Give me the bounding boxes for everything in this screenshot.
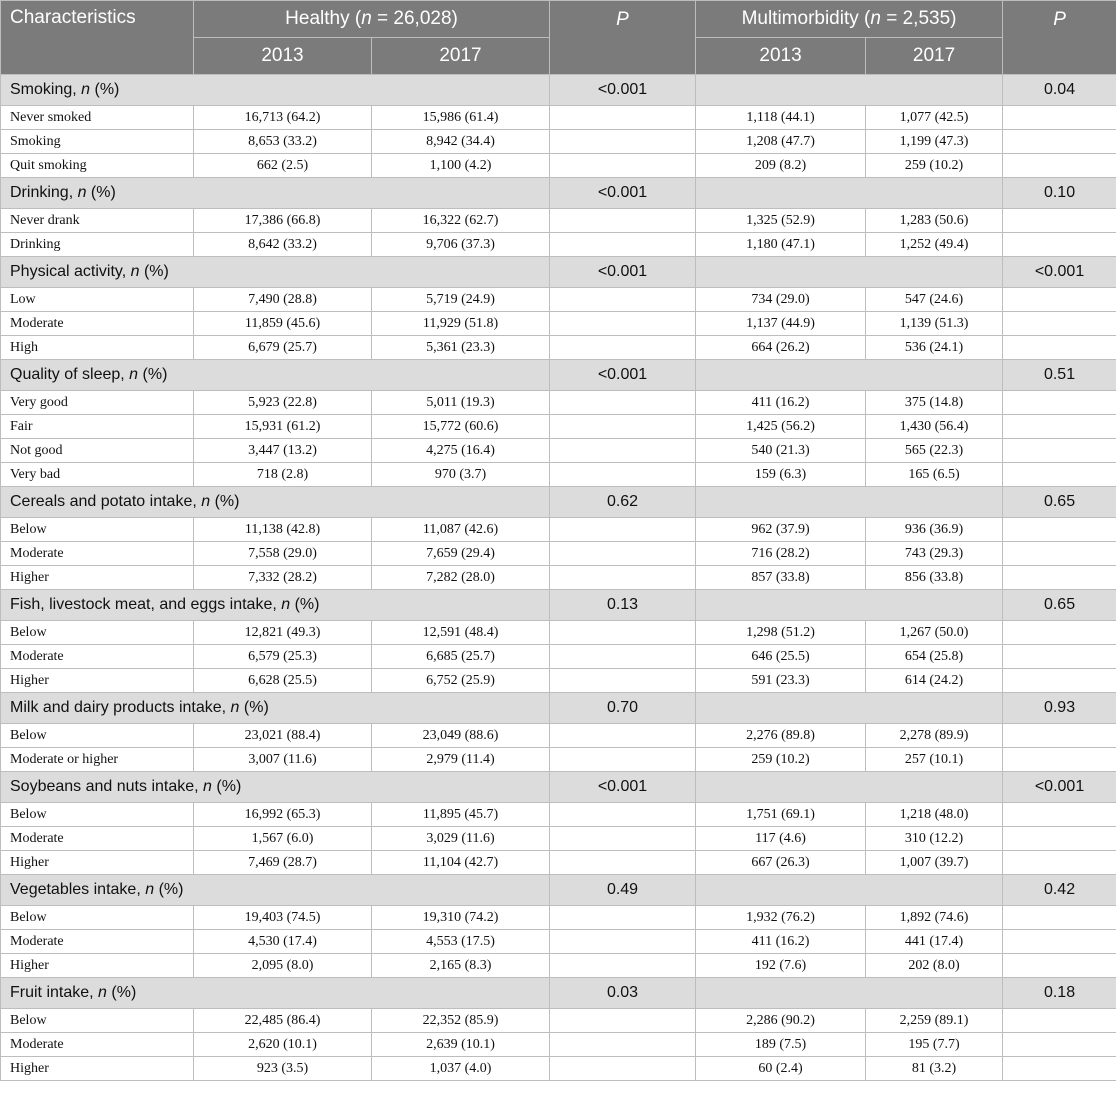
multi-2017-cell: 257 (10.1)	[866, 748, 1003, 772]
multi-2017-cell: 1,007 (39.7)	[866, 851, 1003, 875]
p-multi-cell	[1003, 621, 1116, 645]
row-label: Not good	[1, 439, 194, 463]
multi-2013-cell: 2,276 (89.8)	[696, 724, 866, 748]
group-spacer	[696, 590, 1003, 621]
healthy-2017-cell: 11,087 (42.6)	[372, 518, 550, 542]
p-healthy-cell	[550, 542, 696, 566]
p-multi-cell	[1003, 566, 1116, 590]
row-label: Below	[1, 518, 194, 542]
p-multi-cell	[1003, 518, 1116, 542]
p-healthy-cell	[550, 154, 696, 178]
multi-2013-cell: 411 (16.2)	[696, 391, 866, 415]
healthy-2013-cell: 7,332 (28.2)	[194, 566, 372, 590]
group-header-row	[1, 75, 1116, 106]
healthy-2017-cell: 970 (3.7)	[372, 463, 550, 487]
group-header-row	[1, 257, 1116, 288]
healthy-2017-cell: 11,929 (51.8)	[372, 312, 550, 336]
group-header-row	[1, 178, 1116, 209]
row-label: Moderate or higher	[1, 748, 194, 772]
table-row	[1, 463, 1116, 487]
p-value-multimorbidity: 0.65	[1003, 590, 1116, 621]
healthy-2017-cell: 22,352 (85.9)	[372, 1009, 550, 1033]
header-multi-2017: 2017	[866, 38, 1003, 75]
table-row	[1, 336, 1116, 360]
healthy-2017-cell: 4,553 (17.5)	[372, 930, 550, 954]
group-label: Smoking, n (%)	[1, 75, 550, 106]
group-header-row	[1, 772, 1116, 803]
multi-2017-cell: 81 (3.2)	[866, 1057, 1003, 1081]
p-value-multimorbidity: 0.10	[1003, 178, 1116, 209]
multi-2013-cell: 192 (7.6)	[696, 954, 866, 978]
multi-2013-cell: 716 (28.2)	[696, 542, 866, 566]
table-row	[1, 1033, 1116, 1057]
row-label: Never smoked	[1, 106, 194, 130]
healthy-2017-cell: 5,011 (19.3)	[372, 391, 550, 415]
p-multi-cell	[1003, 415, 1116, 439]
p-healthy-cell	[550, 1009, 696, 1033]
p-healthy-cell	[550, 312, 696, 336]
group-spacer	[696, 75, 1003, 106]
p-healthy-cell	[550, 463, 696, 487]
healthy-2013-cell: 718 (2.8)	[194, 463, 372, 487]
group-header-row	[1, 590, 1116, 621]
multi-2017-cell: 936 (36.9)	[866, 518, 1003, 542]
healthy-2013-cell: 16,992 (65.3)	[194, 803, 372, 827]
table-row	[1, 130, 1116, 154]
p-multi-cell	[1003, 336, 1116, 360]
p-multi-cell	[1003, 645, 1116, 669]
table-row	[1, 542, 1116, 566]
table-row	[1, 415, 1116, 439]
group-label: Fish, livestock meat, and eggs intake, n (%)	[1, 590, 550, 621]
p-multi-cell	[1003, 906, 1116, 930]
row-label: Moderate	[1, 1033, 194, 1057]
header-multi-2013: 2013	[696, 38, 866, 75]
header-healthy-2013: 2013	[194, 38, 372, 75]
healthy-2013-cell: 15,931 (61.2)	[194, 415, 372, 439]
p-healthy-cell	[550, 288, 696, 312]
healthy-2013-cell: 1,567 (6.0)	[194, 827, 372, 851]
multi-2017-cell: 614 (24.2)	[866, 669, 1003, 693]
table-row	[1, 288, 1116, 312]
multi-2013-cell: 1,137 (44.9)	[696, 312, 866, 336]
healthy-2013-cell: 7,490 (28.8)	[194, 288, 372, 312]
healthy-2013-cell: 4,530 (17.4)	[194, 930, 372, 954]
healthy-2017-cell: 15,986 (61.4)	[372, 106, 550, 130]
p-multi-cell	[1003, 106, 1116, 130]
p-value-multimorbidity: 0.42	[1003, 875, 1116, 906]
multi-2013-cell: 667 (26.3)	[696, 851, 866, 875]
healthy-2013-cell: 7,558 (29.0)	[194, 542, 372, 566]
healthy-2013-cell: 2,095 (8.0)	[194, 954, 372, 978]
healthy-2013-cell: 22,485 (86.4)	[194, 1009, 372, 1033]
p-multi-cell	[1003, 288, 1116, 312]
row-label: Drinking	[1, 233, 194, 257]
multi-2013-cell: 1,298 (51.2)	[696, 621, 866, 645]
p-value-multimorbidity: 0.65	[1003, 487, 1116, 518]
multi-2013-cell: 734 (29.0)	[696, 288, 866, 312]
healthy-2017-cell: 2,979 (11.4)	[372, 748, 550, 772]
row-label: Fair	[1, 415, 194, 439]
p-value-multimorbidity: <0.001	[1003, 772, 1116, 803]
healthy-2013-cell: 16,713 (64.2)	[194, 106, 372, 130]
healthy-2017-cell: 15,772 (60.6)	[372, 415, 550, 439]
p-value-multimorbidity: 0.51	[1003, 360, 1116, 391]
healthy-2013-cell: 17,386 (66.8)	[194, 209, 372, 233]
multi-2017-cell: 547 (24.6)	[866, 288, 1003, 312]
p-healthy-cell	[550, 851, 696, 875]
multi-2013-cell: 857 (33.8)	[696, 566, 866, 590]
row-label: Very bad	[1, 463, 194, 487]
multi-2013-cell: 591 (23.3)	[696, 669, 866, 693]
healthy-2013-cell: 6,679 (25.7)	[194, 336, 372, 360]
multi-2013-cell: 962 (37.9)	[696, 518, 866, 542]
p-healthy-cell	[550, 1057, 696, 1081]
p-healthy-cell	[550, 209, 696, 233]
p-healthy-cell	[550, 669, 696, 693]
multi-2013-cell: 411 (16.2)	[696, 930, 866, 954]
p-multi-cell	[1003, 724, 1116, 748]
p-value-healthy: <0.001	[550, 360, 696, 391]
p-healthy-cell	[550, 130, 696, 154]
p-value-healthy: 0.70	[550, 693, 696, 724]
multi-2013-cell: 259 (10.2)	[696, 748, 866, 772]
multi-2017-cell: 1,139 (51.3)	[866, 312, 1003, 336]
table-row	[1, 621, 1116, 645]
multi-2013-cell: 540 (21.3)	[696, 439, 866, 463]
group-spacer	[696, 978, 1003, 1009]
p-healthy-cell	[550, 954, 696, 978]
p-multi-cell	[1003, 542, 1116, 566]
row-label: Moderate	[1, 542, 194, 566]
multi-2013-cell: 1,180 (47.1)	[696, 233, 866, 257]
p-value-healthy: <0.001	[550, 772, 696, 803]
multi-2017-cell: 1,892 (74.6)	[866, 906, 1003, 930]
group-label: Drinking, n (%)	[1, 178, 550, 209]
p-healthy-cell	[550, 518, 696, 542]
row-label: Very good	[1, 391, 194, 415]
multi-2017-cell: 1,267 (50.0)	[866, 621, 1003, 645]
p-healthy-cell	[550, 645, 696, 669]
group-header-row	[1, 487, 1116, 518]
p-healthy-cell	[550, 621, 696, 645]
row-label: Higher	[1, 566, 194, 590]
p-multi-cell	[1003, 748, 1116, 772]
multi-2013-cell: 1,932 (76.2)	[696, 906, 866, 930]
healthy-2017-cell: 16,322 (62.7)	[372, 209, 550, 233]
row-label: Moderate	[1, 930, 194, 954]
table-row	[1, 312, 1116, 336]
group-label: Cereals and potato intake, n (%)	[1, 487, 550, 518]
p-multi-cell	[1003, 154, 1116, 178]
group-label: Quality of sleep, n (%)	[1, 360, 550, 391]
row-label: Moderate	[1, 827, 194, 851]
row-label: Higher	[1, 1057, 194, 1081]
multi-2017-cell: 195 (7.7)	[866, 1033, 1003, 1057]
row-label: Below	[1, 906, 194, 930]
healthy-2017-cell: 5,361 (23.3)	[372, 336, 550, 360]
p-value-healthy: 0.03	[550, 978, 696, 1009]
p-value-healthy: 0.62	[550, 487, 696, 518]
table-row	[1, 906, 1116, 930]
p-value-healthy: <0.001	[550, 257, 696, 288]
multi-2013-cell: 1,118 (44.1)	[696, 106, 866, 130]
multi-2017-cell: 1,218 (48.0)	[866, 803, 1003, 827]
healthy-2013-cell: 8,642 (33.2)	[194, 233, 372, 257]
multi-2017-cell: 1,199 (47.3)	[866, 130, 1003, 154]
multi-2017-cell: 1,283 (50.6)	[866, 209, 1003, 233]
p-multi-cell	[1003, 669, 1116, 693]
p-multi-cell	[1003, 1009, 1116, 1033]
multi-2013-cell: 117 (4.6)	[696, 827, 866, 851]
table-row	[1, 209, 1116, 233]
healthy-2017-cell: 2,639 (10.1)	[372, 1033, 550, 1057]
p-multi-cell	[1003, 1057, 1116, 1081]
healthy-2017-cell: 1,037 (4.0)	[372, 1057, 550, 1081]
healthy-2013-cell: 6,628 (25.5)	[194, 669, 372, 693]
multi-2017-cell: 2,259 (89.1)	[866, 1009, 1003, 1033]
p-multi-cell	[1003, 463, 1116, 487]
multi-2013-cell: 664 (26.2)	[696, 336, 866, 360]
p-multi-cell	[1003, 130, 1116, 154]
multi-2017-cell: 1,252 (49.4)	[866, 233, 1003, 257]
row-label: Smoking	[1, 130, 194, 154]
group-label: Physical activity, n (%)	[1, 257, 550, 288]
multi-2013-cell: 2,286 (90.2)	[696, 1009, 866, 1033]
healthy-2017-cell: 23,049 (88.6)	[372, 724, 550, 748]
healthy-2013-cell: 2,620 (10.1)	[194, 1033, 372, 1057]
table-row	[1, 669, 1116, 693]
table-row	[1, 930, 1116, 954]
multi-2013-cell: 1,425 (56.2)	[696, 415, 866, 439]
group-label: Vegetables intake, n (%)	[1, 875, 550, 906]
header-characteristics: Characteristics	[1, 1, 194, 75]
table-row	[1, 439, 1116, 463]
p-healthy-cell	[550, 439, 696, 463]
group-spacer	[696, 693, 1003, 724]
p-value-multimorbidity: 0.18	[1003, 978, 1116, 1009]
group-header-row	[1, 875, 1116, 906]
multi-2013-cell: 189 (7.5)	[696, 1033, 866, 1057]
p-multi-cell	[1003, 1033, 1116, 1057]
group-spacer	[696, 178, 1003, 209]
row-label: Moderate	[1, 645, 194, 669]
multi-2017-cell: 856 (33.8)	[866, 566, 1003, 590]
table-row	[1, 724, 1116, 748]
multi-2013-cell: 60 (2.4)	[696, 1057, 866, 1081]
p-value-multimorbidity: 0.93	[1003, 693, 1116, 724]
table-row	[1, 566, 1116, 590]
table-row	[1, 748, 1116, 772]
p-healthy-cell	[550, 803, 696, 827]
table-row	[1, 827, 1116, 851]
row-label: Higher	[1, 851, 194, 875]
healthy-2017-cell: 11,895 (45.7)	[372, 803, 550, 827]
group-label: Milk and dairy products intake, n (%)	[1, 693, 550, 724]
healthy-2017-cell: 19,310 (74.2)	[372, 906, 550, 930]
p-healthy-cell	[550, 106, 696, 130]
header-p-healthy: P	[550, 1, 696, 75]
multi-2017-cell: 743 (29.3)	[866, 542, 1003, 566]
row-label: Higher	[1, 954, 194, 978]
healthy-2017-cell: 12,591 (48.4)	[372, 621, 550, 645]
p-healthy-cell	[550, 748, 696, 772]
p-multi-cell	[1003, 827, 1116, 851]
p-healthy-cell	[550, 1033, 696, 1057]
row-label: Below	[1, 803, 194, 827]
multi-2017-cell: 441 (17.4)	[866, 930, 1003, 954]
table-row	[1, 803, 1116, 827]
p-value-healthy: <0.001	[550, 178, 696, 209]
group-spacer	[696, 360, 1003, 391]
multi-2017-cell: 310 (12.2)	[866, 827, 1003, 851]
healthy-2013-cell: 11,859 (45.6)	[194, 312, 372, 336]
group-header-row	[1, 978, 1116, 1009]
healthy-2013-cell: 19,403 (74.5)	[194, 906, 372, 930]
table-row	[1, 851, 1116, 875]
healthy-2017-cell: 6,685 (25.7)	[372, 645, 550, 669]
multi-2013-cell: 1,208 (47.7)	[696, 130, 866, 154]
group-label: Soybeans and nuts intake, n (%)	[1, 772, 550, 803]
row-label: Below	[1, 724, 194, 748]
p-value-healthy: <0.001	[550, 75, 696, 106]
healthy-2017-cell: 7,659 (29.4)	[372, 542, 550, 566]
table-row	[1, 154, 1116, 178]
p-healthy-cell	[550, 233, 696, 257]
multi-2013-cell: 1,325 (52.9)	[696, 209, 866, 233]
multi-2017-cell: 259 (10.2)	[866, 154, 1003, 178]
multi-2017-cell: 165 (6.5)	[866, 463, 1003, 487]
p-healthy-cell	[550, 566, 696, 590]
p-healthy-cell	[550, 724, 696, 748]
group-spacer	[696, 257, 1003, 288]
multi-2017-cell: 2,278 (89.9)	[866, 724, 1003, 748]
healthy-2017-cell: 5,719 (24.9)	[372, 288, 550, 312]
multi-2017-cell: 375 (14.8)	[866, 391, 1003, 415]
multi-2017-cell: 1,077 (42.5)	[866, 106, 1003, 130]
multi-2017-cell: 565 (22.3)	[866, 439, 1003, 463]
multi-2017-cell: 654 (25.8)	[866, 645, 1003, 669]
header-healthy: Healthy (n = 26,028)	[194, 1, 550, 38]
p-multi-cell	[1003, 930, 1116, 954]
table-row	[1, 391, 1116, 415]
header-multimorbidity: Multimorbidity (n = 2,535)	[696, 1, 1003, 38]
group-header-row	[1, 360, 1116, 391]
p-multi-cell	[1003, 954, 1116, 978]
p-multi-cell	[1003, 312, 1116, 336]
p-multi-cell	[1003, 803, 1116, 827]
row-label: Quit smoking	[1, 154, 194, 178]
header-healthy-2017: 2017	[372, 38, 550, 75]
row-label: Below	[1, 1009, 194, 1033]
p-multi-cell	[1003, 439, 1116, 463]
row-label: Higher	[1, 669, 194, 693]
p-healthy-cell	[550, 415, 696, 439]
healthy-2017-cell: 1,100 (4.2)	[372, 154, 550, 178]
row-label: Never drank	[1, 209, 194, 233]
healthy-2013-cell: 11,138 (42.8)	[194, 518, 372, 542]
healthy-2013-cell: 6,579 (25.3)	[194, 645, 372, 669]
p-multi-cell	[1003, 233, 1116, 257]
table-row	[1, 233, 1116, 257]
p-healthy-cell	[550, 930, 696, 954]
p-healthy-cell	[550, 827, 696, 851]
table-row	[1, 1057, 1116, 1081]
healthy-2017-cell: 8,942 (34.4)	[372, 130, 550, 154]
group-spacer	[696, 772, 1003, 803]
p-healthy-cell	[550, 336, 696, 360]
multi-2013-cell: 1,751 (69.1)	[696, 803, 866, 827]
p-multi-cell	[1003, 209, 1116, 233]
p-multi-cell	[1003, 851, 1116, 875]
row-label: Moderate	[1, 312, 194, 336]
row-label: Low	[1, 288, 194, 312]
healthy-2017-cell: 3,029 (11.6)	[372, 827, 550, 851]
p-value-healthy: 0.13	[550, 590, 696, 621]
p-value-healthy: 0.49	[550, 875, 696, 906]
multi-2017-cell: 536 (24.1)	[866, 336, 1003, 360]
healthy-2013-cell: 5,923 (22.8)	[194, 391, 372, 415]
p-value-multimorbidity: <0.001	[1003, 257, 1116, 288]
row-label: High	[1, 336, 194, 360]
row-label: Below	[1, 621, 194, 645]
table-body	[1, 75, 1116, 1081]
healthy-2017-cell: 11,104 (42.7)	[372, 851, 550, 875]
healthy-2017-cell: 9,706 (37.3)	[372, 233, 550, 257]
p-value-multimorbidity: 0.04	[1003, 75, 1116, 106]
healthy-2013-cell: 662 (2.5)	[194, 154, 372, 178]
group-header-row	[1, 693, 1116, 724]
multi-2013-cell: 209 (8.2)	[696, 154, 866, 178]
healthy-2013-cell: 3,447 (13.2)	[194, 439, 372, 463]
healthy-2013-cell: 12,821 (49.3)	[194, 621, 372, 645]
header-p-multimorbidity: P	[1003, 1, 1116, 75]
table-row	[1, 518, 1116, 542]
multi-2017-cell: 1,430 (56.4)	[866, 415, 1003, 439]
healthy-2017-cell: 4,275 (16.4)	[372, 439, 550, 463]
multi-2013-cell: 159 (6.3)	[696, 463, 866, 487]
healthy-2013-cell: 3,007 (11.6)	[194, 748, 372, 772]
healthy-2017-cell: 7,282 (28.0)	[372, 566, 550, 590]
table-row	[1, 106, 1116, 130]
healthy-2013-cell: 23,021 (88.4)	[194, 724, 372, 748]
multi-2017-cell: 202 (8.0)	[866, 954, 1003, 978]
group-spacer	[696, 487, 1003, 518]
healthy-2013-cell: 7,469 (28.7)	[194, 851, 372, 875]
p-healthy-cell	[550, 906, 696, 930]
healthy-2017-cell: 2,165 (8.3)	[372, 954, 550, 978]
healthy-2013-cell: 8,653 (33.2)	[194, 130, 372, 154]
multi-2013-cell: 646 (25.5)	[696, 645, 866, 669]
p-healthy-cell	[550, 391, 696, 415]
table-row	[1, 1009, 1116, 1033]
p-multi-cell	[1003, 391, 1116, 415]
table-row	[1, 645, 1116, 669]
healthy-2013-cell: 923 (3.5)	[194, 1057, 372, 1081]
group-spacer	[696, 875, 1003, 906]
table-row	[1, 954, 1116, 978]
group-label: Fruit intake, n (%)	[1, 978, 550, 1009]
healthy-2017-cell: 6,752 (25.9)	[372, 669, 550, 693]
